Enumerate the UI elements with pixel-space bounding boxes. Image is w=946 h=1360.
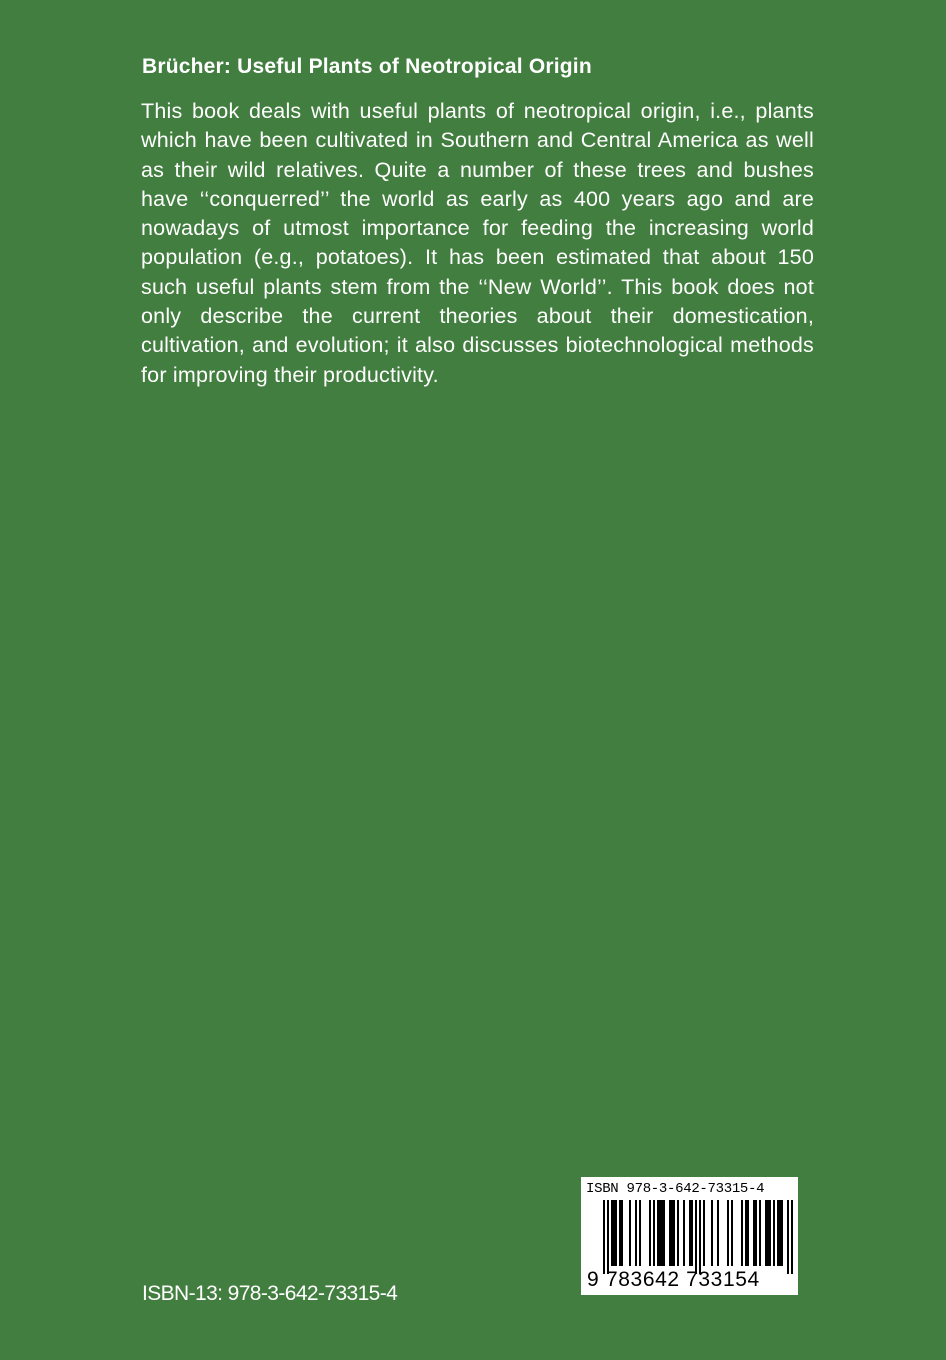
barcode-bar <box>603 1200 605 1274</box>
barcode-bar <box>767 1200 769 1266</box>
barcode-bar <box>661 1200 663 1266</box>
barcode-bar <box>691 1200 693 1266</box>
barcode-bar <box>731 1200 733 1266</box>
barcode-bar <box>669 1200 671 1266</box>
barcode-bar <box>607 1200 609 1274</box>
barcode-digits: 783642 733154 <box>606 1268 760 1291</box>
barcode-bar <box>765 1200 767 1266</box>
barcode-bar <box>611 1200 613 1266</box>
barcode-bar <box>759 1200 761 1266</box>
barcode-bar <box>657 1200 659 1266</box>
barcode-bar <box>695 1200 697 1274</box>
barcode-bar <box>659 1200 661 1266</box>
isbn-13-label: ISBN-13: 978-3-642-73315-4 <box>142 1282 398 1305</box>
barcode-bar <box>663 1200 665 1266</box>
barcode-bar <box>653 1200 655 1266</box>
barcode-bar <box>787 1200 789 1274</box>
barcode-bar <box>619 1200 621 1266</box>
barcode-bar <box>703 1200 705 1266</box>
barcode-bar <box>741 1200 743 1266</box>
book-title: Brücher: Useful Plants of Neotropical Origin <box>142 55 592 78</box>
book-description: This book deals with useful plants of neotropical origin, i.e., plants which have been cultivated in Southern and Central America as well as their wild relatives. Quite a number of these trees and bushes have ‘‘conquerred’’ the world as early as 400 years ago and are nowadays of utmost importance for feeding the increasing world population (e.g., potatoes). It has been estimated that about 150 such useful plants stem from the ‘‘New World’’. This book does not only describe the current theories about their domestication, cultivation, and evolution; it also discusses biotechnological methods for improving their productivity. <box>141 99 814 387</box>
barcode-bar <box>615 1200 617 1266</box>
barcode-bar <box>753 1200 755 1266</box>
barcode-bar <box>639 1200 641 1266</box>
barcode-bar <box>717 1200 719 1266</box>
barcode-bar <box>683 1200 685 1266</box>
barcode-bar <box>745 1200 747 1266</box>
barcode <box>581 1177 798 1295</box>
barcode-bar <box>727 1200 729 1266</box>
barcode-bar <box>791 1200 793 1274</box>
barcode-bar <box>747 1200 749 1266</box>
barcode-bar <box>699 1200 701 1274</box>
barcode-bar <box>613 1200 615 1266</box>
barcode-bar <box>711 1200 713 1266</box>
barcode-bar <box>621 1200 623 1266</box>
barcode-bar <box>779 1200 781 1266</box>
barcode-bar <box>635 1200 637 1266</box>
barcode-bar <box>689 1200 691 1266</box>
barcode-bar <box>671 1200 673 1266</box>
barcode-bar <box>781 1200 783 1266</box>
barcode-bar <box>649 1200 651 1266</box>
barcode-bar <box>629 1200 631 1266</box>
barcode-bar <box>673 1200 675 1266</box>
barcode-bar <box>769 1200 771 1266</box>
barcode-bar <box>773 1200 775 1266</box>
barcode-bar <box>777 1200 779 1266</box>
barcode-isbn-label: ISBN 978-3-642-73315-4 <box>586 1181 765 1197</box>
barcode-bar <box>677 1200 679 1266</box>
barcode-bar <box>755 1200 757 1266</box>
barcode-first-digit: 9 <box>587 1268 599 1291</box>
